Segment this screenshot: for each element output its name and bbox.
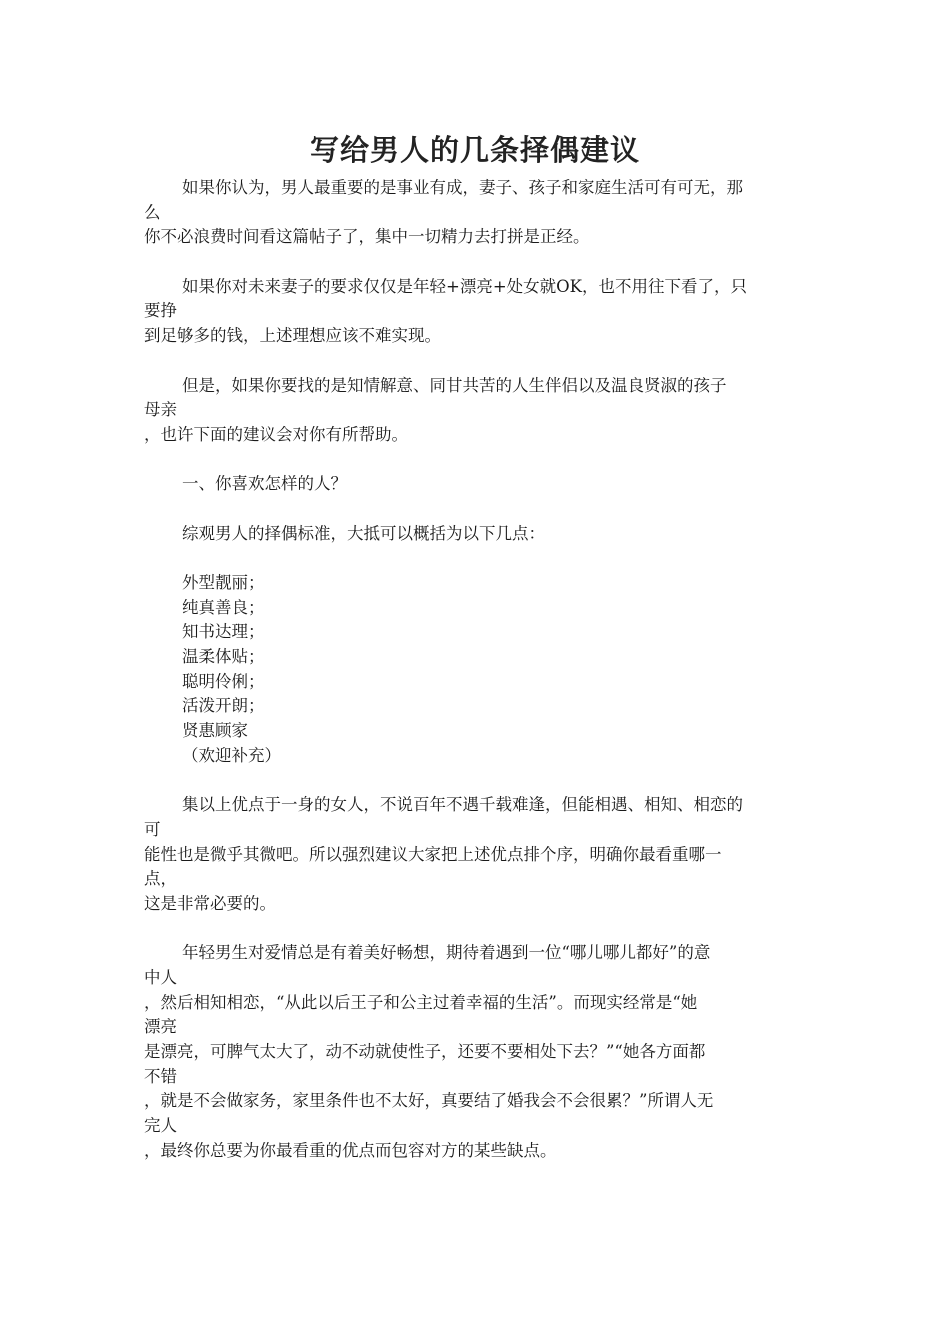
text-line: 如果你对未来妻子的要求仅仅是年轻+漂亮+处女就OK，也不用往下看了，只	[182, 276, 748, 296]
text-line: 可	[144, 819, 161, 839]
text-line: 活泼开朗；	[182, 696, 265, 716]
text-line: ，也许下面的建议会对你有所帮助。	[144, 424, 408, 444]
text-line: 点，	[144, 869, 177, 889]
blank-line	[144, 250, 812, 275]
document-title: 写给男人的几条择偶建议	[309, 133, 640, 167]
text-line: 能性也是微乎其微吧。所以强烈建议大家把上述优点排个序，明确你最看重哪一	[144, 844, 722, 864]
blank-line	[144, 448, 812, 473]
text-line: 不错	[144, 1066, 177, 1086]
blank-line	[144, 497, 812, 522]
document-body	[144, 176, 812, 1164]
text-line: 么	[144, 202, 161, 222]
text-line: 贤惠顾家	[182, 721, 248, 741]
text-line: 温柔体贴；	[182, 647, 265, 667]
text-line: 纯真善良；	[182, 597, 265, 617]
text-line: （欢迎补充）	[182, 745, 281, 765]
text-line: 漂亮	[144, 1017, 177, 1037]
text-line: 一、你喜欢怎样的人？	[182, 474, 347, 494]
text-line: ，最终你总要为你最看重的优点而包容对方的某些缺点。	[144, 1140, 557, 1160]
text-line: 你不必浪费时间看这篇帖子了，集中一切精力去打拼是正经。	[144, 227, 590, 247]
text-line: 但是，如果你要找的是知情解意、同甘共苦的人生伴侣以及温良贤淑的孩子	[182, 375, 727, 395]
text-line: 年轻男生对爱情总是有着美好畅想，期待着遇到一位“哪儿哪儿都好”的意	[182, 943, 711, 963]
blank-line	[144, 917, 812, 942]
text-line: ，然后相知相恋，“从此以后王子和公主过着幸福的生活”。而现实经常是“她	[144, 992, 698, 1012]
text-line: 是漂亮，可脾气太大了，动不动就使性子，还要不要相处下去？”“她各方面都	[144, 1042, 706, 1062]
text-line: 要挣	[144, 301, 177, 321]
text-line: 知书达理；	[182, 622, 265, 642]
text-line: 如果你认为，男人最重要的是事业有成，妻子、孩子和家庭生活可有可无，那	[182, 178, 743, 197]
text-line: 聪明伶俐；	[182, 671, 265, 691]
text-line: 母亲	[144, 400, 177, 420]
text-line: 综观男人的择偶标准，大抵可以概括为以下几点：	[182, 523, 545, 543]
blank-line	[144, 349, 812, 374]
text-line: 这是非常必要的。	[144, 893, 276, 913]
text-line: 中人	[144, 968, 177, 987]
text-line: 外型靓丽；	[182, 573, 265, 592]
text-line: ，就是不会做家务，家里条件也不太好，真要结了婚我会不会很累？”所谓人无	[144, 1091, 714, 1111]
text-line: 集以上优点于一身的女人，不说百年不遇千载难逢，但能相遇、相知、相恋的	[182, 795, 743, 815]
blank-line	[144, 769, 812, 794]
text-line: 完人	[144, 1116, 177, 1136]
blank-line	[144, 546, 812, 571]
text-line: 到足够多的钱，上述理想应该不难实现。	[144, 326, 441, 346]
